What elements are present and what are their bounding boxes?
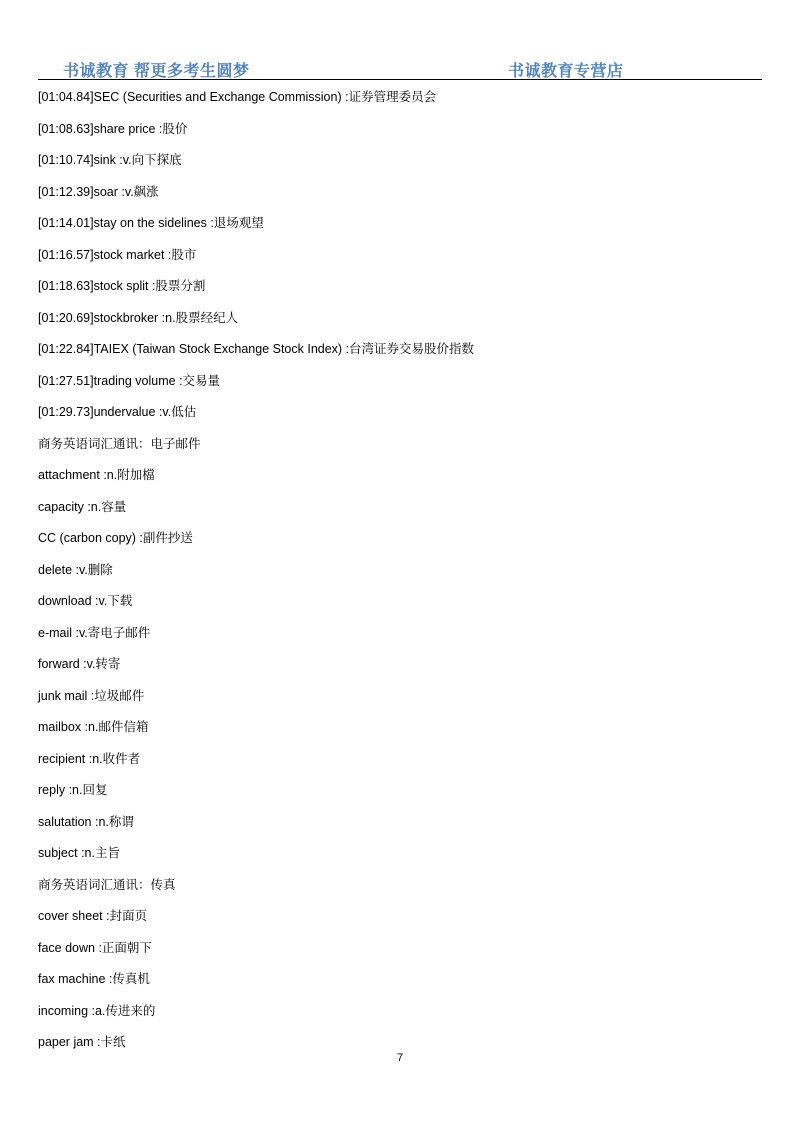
vocabulary-entry: face down :正面朝下 <box>38 940 152 955</box>
header-divider <box>38 79 762 80</box>
vocabulary-entry: fax machine :传真机 <box>38 972 150 986</box>
vocabulary-entry: CC (carbon copy) :副件抄送 <box>38 531 193 545</box>
vocabulary-entry: salutation :n.称谓 <box>38 814 134 829</box>
vocabulary-entry: junk mail :垃圾邮件 <box>38 688 145 703</box>
page-number: 7 <box>396 1052 404 1064</box>
vocabulary-entry: [01:12.39]soar :v.飙涨 <box>38 184 159 199</box>
vocabulary-entry: [01:18.63]stock split :股票分割 <box>38 279 206 293</box>
vocabulary-entry: [01:20.69]stockbroker :n.股票经纪人 <box>38 310 239 325</box>
vocabulary-entry: [01:08.63]share price :股价 <box>38 121 188 136</box>
vocabulary-entry: forward :v.转寄 <box>38 657 121 671</box>
vocabulary-entry: capacity :n.容量 <box>38 499 127 514</box>
header-store-name: 书诚教育专营店 <box>508 63 624 80</box>
vocabulary-list <box>38 86 762 1063</box>
header-slogan: 书诚教育 帮更多考生圆梦 <box>63 63 250 80</box>
vocabulary-entry: [01:04.84]SEC (Securities and Exchange Commission) :证券管理委员会 <box>38 90 437 104</box>
section-heading: 商务英语词汇通讯：电子邮件 <box>38 436 201 451</box>
vocabulary-entry: subject :n.主旨 <box>38 846 120 860</box>
vocabulary-entry: incoming :a.传进来的 <box>38 1003 156 1018</box>
vocabulary-entry: [01:22.84]TAIEX (Taiwan Stock Exchange Stock Index) :台湾证券交易股价指数 <box>38 342 475 356</box>
vocabulary-entry: [01:29.73]undervalue :v.低估 <box>38 405 197 419</box>
vocabulary-entry: delete :v.删除 <box>38 562 113 577</box>
vocabulary-entry: [01:27.51]trading volume :交易量 <box>38 373 221 388</box>
vocabulary-entry: attachment :n.附加檔 <box>38 468 155 482</box>
page-header <box>38 56 762 80</box>
vocabulary-entry: e-mail :v.寄电子邮件 <box>38 625 151 640</box>
vocabulary-entry: cover sheet :封面页 <box>38 909 148 923</box>
vocabulary-entry: paper jam :卡纸 <box>38 1035 126 1049</box>
vocabulary-entry: recipient :n.收件者 <box>38 751 141 766</box>
vocabulary-entry: download :v.下载 <box>38 594 133 608</box>
vocabulary-entry: reply :n.回复 <box>38 783 108 797</box>
vocabulary-entry: [01:16.57]stock market :股市 <box>38 247 197 262</box>
section-heading: 商务英语词汇通讯：传真 <box>38 877 176 892</box>
vocabulary-entry: mailbox :n.邮件信箱 <box>38 720 149 734</box>
vocabulary-entry: [01:14.01]stay on the sidelines :退场观望 <box>38 216 264 230</box>
vocabulary-entry: [01:10.74]sink :v.向下探底 <box>38 153 182 167</box>
